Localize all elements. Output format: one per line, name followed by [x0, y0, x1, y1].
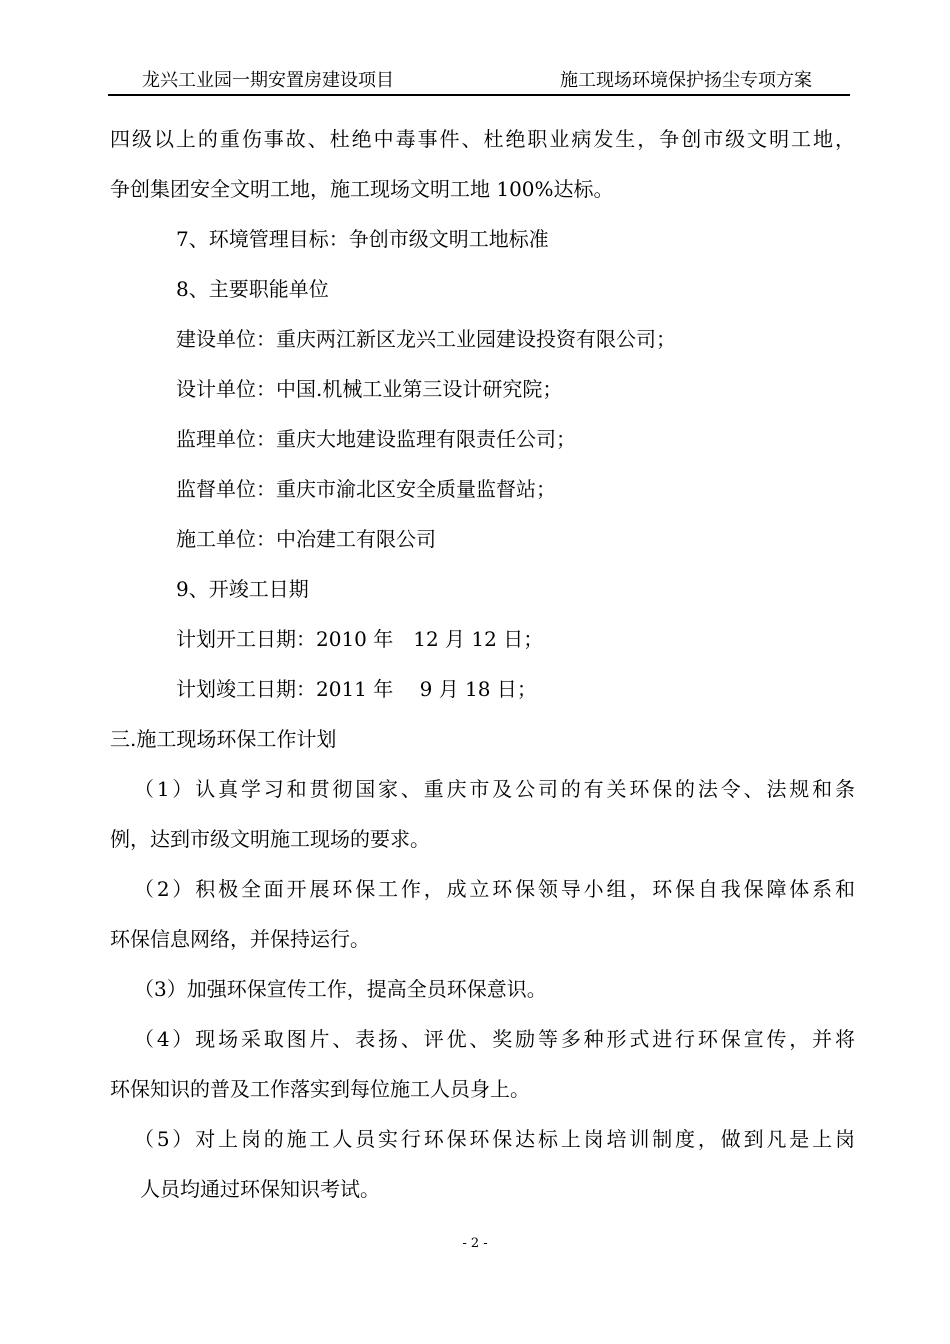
unit-line: 监督单位：重庆市渝北区安全质量监督站； — [176, 477, 556, 501]
unit-line: 设计单位：中国.机械工业第三设计研究院； — [176, 377, 563, 401]
date-line: 计划竣工日期：2011 年 9 月 18 日； — [176, 677, 537, 701]
list-item-line: （3）加强环保宣传工作，提高全员环保意识。 — [134, 977, 547, 1001]
list-item-line: （5）对上岗的施工人员实行环保环保达标上岗培训制度，做到凡是上岗 — [134, 1127, 855, 1151]
list-item-line: 例，达到市级文明施工现场的要求。 — [110, 827, 430, 851]
list-item-line: （1）认真学习和贯彻国家、重庆市及公司的有关环保的法令、法规和条 — [134, 777, 855, 801]
list-item-line: （4）现场采取图片、表扬、评优、奖励等多种形式进行环保宣传，并将 — [134, 1027, 855, 1051]
list-item-line: 环保信息网络，并保持运行。 — [110, 927, 370, 951]
unit-line: 建设单位：重庆两江新区龙兴工业园建设投资有限公司； — [176, 327, 676, 351]
date-line: 计划开工日期：2010 年 12 月 12 日； — [176, 627, 544, 651]
unit-line: 施工单位：中冶建工有限公司 — [176, 527, 436, 551]
header-project-title: 龙兴工业园一期安置房建设项目 — [142, 70, 394, 91]
page-header — [108, 62, 850, 96]
header-document-title: 施工现场环境保护扬尘专项方案 — [560, 70, 812, 91]
unit-line: 监理单位：重庆大地建设监理有限责任公司； — [176, 427, 576, 451]
chapter-heading: 三.施工现场环保工作计划 — [110, 727, 337, 751]
section-heading: 7、环境管理目标：争创市级文明工地标准 — [176, 227, 549, 251]
list-item-line: （2）积极全面开展环保工作，成立环保领导小组，环保自我保障体系和 — [134, 877, 855, 901]
paragraph-line: 四级以上的重伤事故、杜绝中毒事件、杜绝职业病发生，争创市级文明工地， — [110, 127, 855, 151]
page-number: - 2 - — [462, 1236, 488, 1251]
section-heading: 8、主要职能单位 — [176, 277, 329, 301]
section-heading: 9、开竣工日期 — [176, 577, 309, 601]
document-body — [110, 114, 855, 1214]
paragraph-line: 争创集团安全文明工地，施工现场文明工地 100%达标。 — [110, 177, 614, 201]
list-item-line: 环保知识的普及工作落实到每位施工人员身上。 — [110, 1077, 530, 1101]
list-item-line: 人员均通过环保知识考试。 — [140, 1177, 380, 1201]
